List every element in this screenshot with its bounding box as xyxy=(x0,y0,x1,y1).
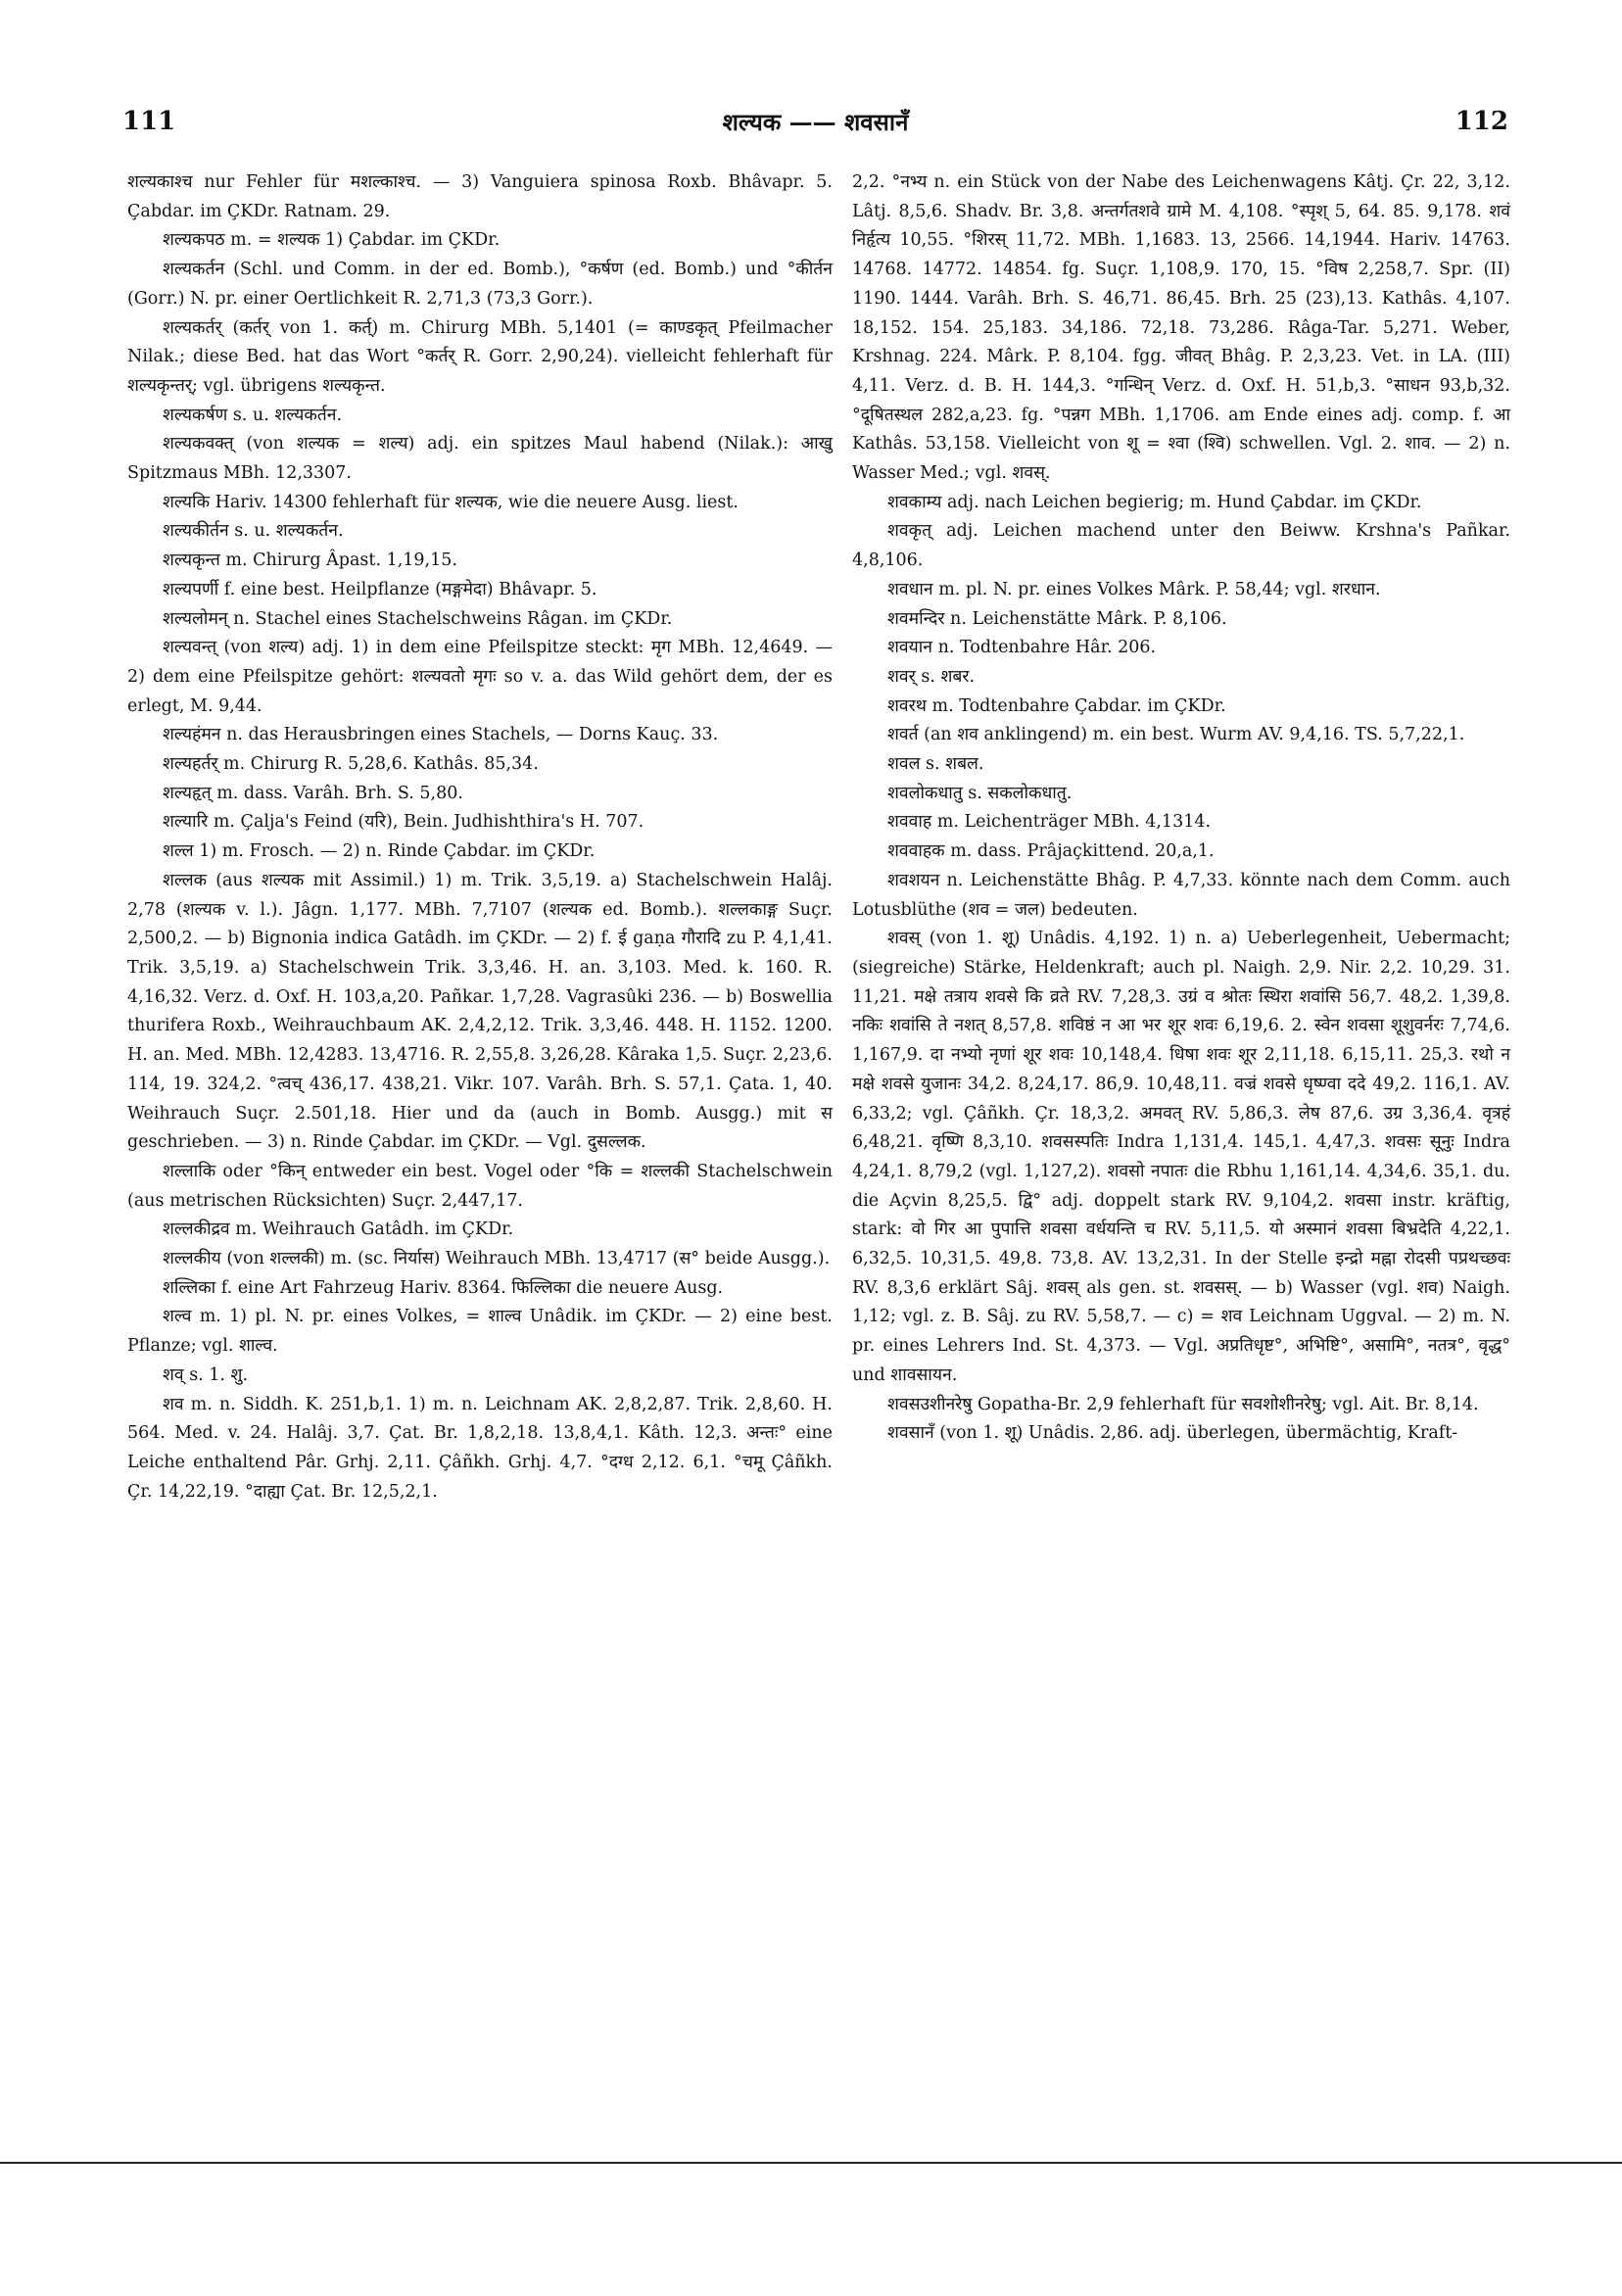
dictionary-entry: शवल s. शबल. xyxy=(887,754,984,775)
dictionary-entry: शवस् (von 1. शू) Unâdis. 4,192. 1) n. a) Ueberlegenheit, Uebermacht; (siegreiche) Stärke, Heldenkraft; auch pl. Naigh. 2,9. Nir. 2,2. 10,29. 31. 11,21. मक्षे तत्राय शवसे कि व्रते RV. 7,28,3. उग्रं व श्रोतः स्थिरा शवांसि 56,7. 48,2. 1,39,8. नकिः शवांसि ते नशत् 8,57,8. शविष्ठं न आ भर शूर शवः 6,19,6. 2. स्वेन शवसा शूशुवर्नरः 7,74,6. 1,167,9. दा नभ्यो नृणां शूर शवः 10,148,4. धिषा शवः शूर 2,11,18. 6,15,11. 25,3. रथो न मक्षे शवसे युजानः 34,2. 8,24,17. 86,9. 10,48,11. वज्रं शवसे धृष्ण्वा ददे 49,2. 116,1. AV. 6,33,2; vgl. Çâñkh. Çr. 18,3,2. अमवत् RV. 5,86,3. लेष 87,6. उग्र 3,36,4. वृत्रहं 6,48,21. वृष्णि 8,3,10. शवसस्पतिः Indra 1,131,4. 145,1. 4,47,3. शवसः सूनुः Indra 4,24,1. 8,79,2 (vgl. 1,127,2). शवसो नपातः die Rbhu 1,161,14. 4,34,6. 35,1. du. die Açvin 8,25,5. द्वि° adj. doppelt stark RV. 9,104,2. शवसा instr. kräftig, stark: वो गिर आ पुपात्ति शवसा वर्धयन्ति च RV. 5,11,5. यो अस्मानं शवसा बिभ्रदेति 4,22,1. 6,32,5. 10,31,5. 49,8. 73,8. AV. 13,2,31. In der Stelle इन्द्रो मह्ना रोदसी पप्रथच्छवः RV. 8,3,6 erklärt Sâj. शवस् als gen. st. शवसस्. — b) Wasser (vgl. शव) Naigh. 1,12; vgl. z. B. Sâj. zu RV. 5,58,7. — c) = शव Leichnam Uggval. — 2) m. N. pr. eines Lehrers Ind. St. 4,373. — Vgl. अप्रतिधृष्ट°, अभिष्टि°, असामि°, नतत्र°, वृद्ध° und शावसायन. xyxy=(852,929,1510,1385)
dictionary-entry: शल्यकि Hariv. 14300 fehlerhaft für शल्यक, wie die neuere Ausg. liest. xyxy=(163,492,739,512)
left-page-number: 111 xyxy=(122,107,176,136)
dictionary-entry: शल्यकपठ m. = शल्यक 1) Çabdar. im ÇKDr. xyxy=(163,230,501,251)
dictionary-entry: शवकाम्य adj. nach Leichen begierig; m. Hund Çabdar. im ÇKDr. xyxy=(887,492,1422,512)
dictionary-entry: शल्यकर्तन (Schl. und Comm. in der ed. Bomb.), °कर्षण (ed. Bomb.) und °कीर्तन (Gorr.) N. pr. einer Oertlichkeit R. 2,71,3 (73,3 Gorr.). xyxy=(127,260,833,309)
dictionary-entry: शल्यहृत् m. dass. Varâh. Brh. S. 5,80. xyxy=(163,783,463,803)
left-column xyxy=(127,168,833,1507)
dictionary-entry: शल्लकीद्रव m. Weihrauch Gatâdh. im ÇKDr. xyxy=(163,1220,514,1240)
dictionary-entry: शल्व m. 1) pl. N. pr. eines Volkes, = शाल्व Unâdik. im ÇKDr. — 2) eine best. Pflanze; vgl. शाल्व. xyxy=(127,1307,833,1357)
dictionary-entry: 2,2. °नभ्य n. ein Stück von der Nabe des Leichenwagens Kâtj. Çr. 22, 3,12. Lâtj. 8,5,6. Shadv. Br. 3,8. अन्तर्गतशवे ग्रामे M. 4,108. °स्पृश् 5, 64. 85. 9,178. शवं निर्हृत्य 10,55. °शिरस् 11,72. MBh. 1,1683. 13, 2566. 14,1944. Hariv. 14763. 14768. 14772. 14854. fg. Suçr. 1,108,9. 170, 15. °विष 2,258,7. Spr. (II) 1190. 1444. Varâh. Brh. S. 46,71. 86,45. Brh. 25 (23),13. Kathâs. 4,107. 18,152. 154. 25,183. 34,186. 72,18. 73,286. Râga-Tar. 5,271. Weber, Krshnag. 224. Mârk. P. 8,104. fgg. जीवत् Bhâg. P. 2,3,23. Vet. in LA. (III) 4,11. Verz. d. B. H. 144,3. °गन्धिन् Verz. d. Oxf. H. 51,b,3. °साधन 93,b,32. °दूषितस्थल 282,a,23. fg. °पन्नग MBh. 1,1706. am Ende eines adj. comp. f. आ Kathâs. 53,158. Vielleicht von शू = श्वा (श्वि) schwellen. Vgl. 2. शाव. — 2) n. Wasser Med.; vgl. शवस्. xyxy=(852,172,1510,484)
right-column xyxy=(852,168,1510,1449)
bottom-rule xyxy=(0,2162,1622,2164)
dictionary-entry: शल्यपर्णी f. eine best. Heilpflanze (मङ्गमेदा) Bhâvapr. 5. xyxy=(163,579,597,599)
running-title: शल्यक —— शवसानँ xyxy=(722,107,909,136)
dictionary-entry: शववाहक m. dass. Prâjaçkittend. 20,a,1. xyxy=(887,841,1215,862)
dictionary-entry: शववाह m. Leichenträger MBh. 4,1314. xyxy=(887,812,1212,833)
dictionary-entry: शल्लकीय (von शल्लकी) m. (sc. निर्यास) Weihrauch MBh. 13,4717 (स° beide Ausgg.). xyxy=(163,1249,831,1269)
dictionary-entry: शल्ल 1) m. Frosch. — 2) n. Rinde Çabdar. im ÇKDr. xyxy=(163,841,596,862)
page-header xyxy=(122,102,1508,141)
dictionary-entry: शल्लिका f. eine Art Fahrzeug Hariv. 8364. फिल्लिका die neuere Ausg. xyxy=(163,1277,724,1298)
dictionary-entry: शव m. n. Siddh. K. 251,b,1. 1) m. n. Leichnam AK. 2,8,2,87. Trik. 2,8,60. H. 564. Med. v. 24. Halâj. 3,7. Çat. Br. 1,8,2,18. 13,8,4,1. Kâth. 12,3. अन्तः° eine Leiche enthaltend Pâr. Grhj. 2,11. Çâñkh. Grhj. 4,7. °दग्ध 2,12. 6,1. °चमू Çâñkh. Çr. 14,22,19. °दाह्या Çat. Br. 12,5,2,1. xyxy=(127,1394,833,1502)
dictionary-entry: शवलोकधातु s. सकलोकधातु. xyxy=(887,783,1073,803)
dictionary-entry: शल्लक (aus शल्यक mit Assimil.) 1) m. Trik. 3,5,19. a) Stachelschwein Halâj. 2,78 (शल्यक v. l.). Jâgn. 1,177. MBh. 7,7107 (शल्यक ed. Bomb.). शल्लकाङ्ग Suçr. 2,500,2. — b) Bignonia indica Gatâdh. im ÇKDr. — 2) f. ई gaṇa गौरादि zu P. 4,1,41. Trik. 3,5,19. a) Stachelschwein Trik. 3,3,46. H. an. 3,103. Med. k. 160. R. 4,16,32. Verz. d. Oxf. H. 103,a,20. Pañkar. 1,7,28. Vagrasûki 236. — b) Boswellia thurifera Roxb., Weihrauchbaum AK. 2,4,2,12. Trik. 3,3,46. 448. H. 1152. 1200. H. an. Med. MBh. 12,4283. 13,4716. R. 2,55,8. 3,26,28. Kâraka 1,5. Suçr. 2,23,6. 114, 19. 324,2. °त्वच् 436,17. 438,21. Vikr. 107. Varâh. Brh. S. 57,1. Çata. 1, 40. Weihrauch Suçr. 2.501,18. Hier und da (auch in Bomb. Ausgg.) mit स geschrieben. — 3) n. Rinde Çabdar. im ÇKDr. — Vgl. दुसल्लक. xyxy=(127,870,833,1153)
dictionary-entry: शवर्त (an शव anklingend) m. ein best. Wurm AV. 9,4,16. TS. 5,7,22,1. xyxy=(887,725,1465,745)
dictionary-entry: शवधान m. pl. N. pr. eines Volkes Mârk. P. 58,44; vgl. शरधान. xyxy=(887,579,1381,599)
dictionary-entry: शवसउशीनरेषु Gopatha-Br. 2,9 fehlerhaft für सवशोशीनरेषु; vgl. Ait. Br. 8,14. xyxy=(887,1394,1479,1414)
dictionary-entry: शवशयन n. Leichenstätte Bhâg. P. 4,7,33. könnte nach dem Comm. auch Lotusblüthe (शव = जल) bedeuten. xyxy=(852,870,1510,920)
dictionary-entry: शल्यवन्त् (von शल्य) adj. 1) in dem eine Pfeilspitze steckt: मृग MBh. 12,4649. — 2) dem eine Pfeilspitze gehört: शल्यवतो मृगः so v. a. das Wild gehört dem, der es erlegt, M. 9,44. xyxy=(127,638,833,716)
dictionary-entry: शवर् s. शबर. xyxy=(887,666,976,687)
dictionary-entry: शवकृत् adj. Leichen machend unter den Beiww. Krshna's Pañkar. 4,8,106. xyxy=(852,521,1510,571)
dictionary-entry: शल्यलोमन् n. Stachel eines Stachelschweins Râgan. im ÇKDr. xyxy=(163,608,673,629)
dictionary-entry: शवसानँ (von 1. शू) Unâdis. 2,86. adj. überlegen, übermächtig, Kraft- xyxy=(887,1423,1458,1444)
dictionary-entry: शवरथ m. Todtenbahre Çabdar. im ÇKDr. xyxy=(887,695,1226,716)
dictionary-entry: शल्यहर्तर् m. Chirurg R. 5,28,6. Kathâs. 85,34. xyxy=(163,754,539,775)
dictionary-entry: शव् s. 1. शु. xyxy=(163,1364,249,1385)
dictionary-entry: शल्यहंमन n. das Herausbringen eines Stachels, — Dorns Kauç. 33. xyxy=(163,725,719,745)
dictionary-entry: शवयान n. Todtenbahre Hâr. 206. xyxy=(887,638,1157,658)
dictionary-entry: शवमन्दिर n. Leichenstätte Mârk. P. 8,106. xyxy=(887,608,1227,629)
dictionary-entry: शल्यकृन्त m. Chirurg Âpast. 1,19,15. xyxy=(163,550,457,571)
dictionary-entry: शल्यकीर्तन s. u. शल्यकर्तन. xyxy=(163,521,344,542)
dictionary-entry: शल्यकाश्च nur Fehler für मशल्काश्च. — 3) Vanguiera spinosa Roxb. Bhâvapr. 5. Çabdar. im ÇKDr. Ratnam. 29. xyxy=(127,172,833,221)
dictionary-entry: शल्यकर्तर् (कर्तर् von 1. कर्त्) m. Chirurg MBh. 5,1401 (= काण्डकृत् Pfeilmacher Nilak.; diese Bed. hat das Wort °कर्तर् R. Gorr. 2,90,24). vielleicht fehlerhaft für शल्यकृन्तर्; vgl. übrigens शल्यकृन्त. xyxy=(127,317,833,396)
dictionary-entry: शल्यकवक्त् (von शल्यक = शल्य) adj. ein spitzes Maul habend (Nilak.): आखु Spitzmaus MBh. 12,3307. xyxy=(127,434,833,484)
dictionary-entry: शल्यारि m. Çalja's Feind (यरि), Bein. Judhishthira's H. 707. xyxy=(163,812,644,833)
dictionary-entry: शल्लाकि oder °किन् entweder ein best. Vogel oder °कि = शल्लकी Stachelschwein (aus metrischen Rücksichten) Suçr. 2,447,17. xyxy=(127,1161,833,1211)
right-page-number: 112 xyxy=(1455,107,1508,136)
dictionary-entry: शल्यकर्षण s. u. शल्यकर्तन. xyxy=(163,405,343,425)
